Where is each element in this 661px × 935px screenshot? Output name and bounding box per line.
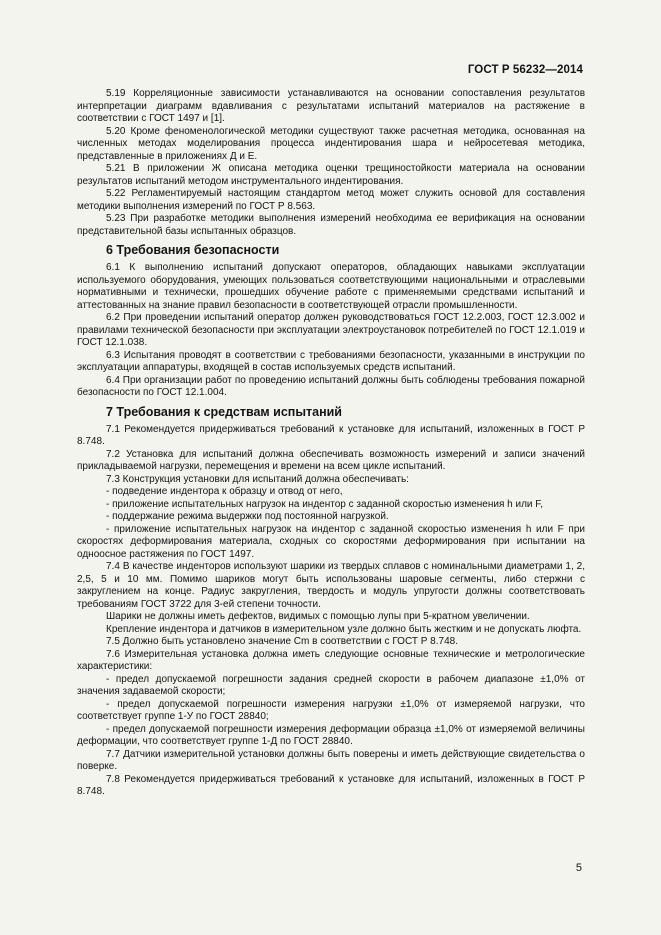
paragraph-5-22: 5.22 Регламентируемый настоящим стандартом метод может служить основой для составления методики выполнения измерений по ГОСТ Р 8.563. xyxy=(77,188,585,212)
section-6-heading: 6 Требования безопасности xyxy=(106,243,280,257)
paragraph-6-4: 6.4 При организации работ по проведению испытаний должны быть соблюдены требования пожарной безопасности по ГОСТ 12.1.004. xyxy=(77,374,585,398)
paragraph-6-3: 6.3 Испытания проводят в соответствии с требованиями безопасности, указанными в инструкции по эксплуатации аппаратуры, входящей в состав используемых средств испытаний. xyxy=(77,349,585,373)
paragraph-7-1: 7.1 Рекомендуется придерживаться требований к установке для испытаний, изложенных в ГОСТ Р 8.748. xyxy=(77,423,585,447)
list-item-7-6-b: - предел допускаемой погрешности измерения нагрузки ±1,0% от измеряемой нагрузки, что соответствует группе 1-У по ГОСТ 28840; xyxy=(77,698,585,722)
paragraph-7-3: 7.3 Конструкция установки для испытаний должна обеспечивать: xyxy=(106,473,409,485)
paragraph-7-4: 7.4 В качестве инденторов используют шарики из твердых сплавов с номинальными диаметрами 1, 2, 2,5, 5 и 10 мм. Помимо шариков могут быть использованы шаровые сегменты, либо стержни с закруглением на конце. Радиус закругления, твердость и модуль упругости должны соответствовать требованиям ГОСТ 3722 для 3-ей степени точности. xyxy=(77,561,585,610)
paragraph-5-23: 5.23 При разработке методики выполнения измерений необходима ее верификация на основании представительной базы испытанных образцов. xyxy=(77,213,585,237)
list-item-7-6-c: - предел допускаемой погрешности измерения деформации образца ±1,0% от измеряемой величины деформации, что соответствует группе 1-Д по ГОСТ 28840. xyxy=(77,723,585,747)
paragraph-5-21: 5.21 В приложении Ж описана методика оценки трещиностойкости материала на основании результатов испытаний методом инструментального индентирования. xyxy=(77,163,585,187)
page-number: 5 xyxy=(575,862,582,874)
list-item-7-3-a: - подведение индентора к образцу и отвод от него, xyxy=(106,486,343,497)
paragraph-5-20: 5.20 Кроме феноменологической методики существуют также расчетная методика, основанная на численных методах моделирования процесса индентирования шара и нейросетевая методика, представленные в приложениях Д и Е. xyxy=(77,125,585,162)
section-7-heading: 7 Требования к средствам испытаний xyxy=(106,404,342,419)
document-body xyxy=(77,88,585,799)
paragraph-7-6: 7.6 Измерительная установка должна иметь следующие основные технические и метрологические характеристики: xyxy=(77,648,585,672)
paragraph-7-8: 7.8 Рекомендуется придерживаться требований к установке для испытаний, изложенных в ГОСТ Р 8.748. xyxy=(77,773,585,797)
paragraph-6-1: 6.1 К выполнению испытаний допускают операторов, обладающих навыками эксплуатации используемого оборудования, умеющих пользоваться соответствующими национальными и отраслевыми нормативными и технически, прошедших обучение работе с применяемыми средствами испытаний и аттестованных на знание правил безопасности в соответствующей отрасли промышленности. xyxy=(77,262,585,311)
list-item-7-3-b: - приложение испытательных нагрузок на индентор с заданной скоростью изменения h или F, xyxy=(106,498,544,510)
paragraph-7-2: 7.2 Установка для испытаний должна обеспечивать возможность измерений и записи значений прикладываемой нагрузки, перемещения и времени на всем цикле испытаний. xyxy=(77,448,585,472)
paragraph-7-5: 7.5 Должно быть установлено значение Cm в соответствии с ГОСТ Р 8.748. xyxy=(106,636,458,647)
paragraph-5-19: 5.19 Корреляционные зависимости устанавливаются на основании сопоставления результатов интерпретации диаграмм вдавливания с результатами испытаний материалов на растяжение в соответствии с ГОСТ 1497 и [1]. xyxy=(77,88,585,124)
paragraph-7-4-balls: Шарики не должны иметь дефектов, видимых с помощью лупы при 5-кратном увеличении. xyxy=(106,611,530,622)
section-5 xyxy=(77,88,585,238)
paragraph-6-2: 6.2 При проведении испытаний оператор должен руководствоваться ГОСТ 12.2.003, ГОСТ 12.3.002 и правилами технической безопасности при эксплуатации электроустановок потребителей по ГОСТ 12.1.019 и ГОСТ 12.1.038. xyxy=(77,312,585,348)
section-7 xyxy=(77,424,585,799)
section-6 xyxy=(77,262,585,400)
document-number-header: ГОСТ Р 56232—2014 xyxy=(467,64,583,76)
list-item-7-3-d: - приложение испытательных нагрузок на индентор с заданной скоростью изменения h или F при скоростях деформирования материала, сходных со скоростями деформирования при испытании на одноосное растяжения по ГОСТ 1497. xyxy=(77,523,585,560)
paragraph-7-4-mount: Крепление индентора и датчиков в измерительном узле должно быть жестким и не допускать люфта. xyxy=(106,623,582,635)
paragraph-7-7: 7.7 Датчики измерительной установки должны быть поверены и иметь действующие свидетельства о поверке. xyxy=(77,748,585,772)
list-item-7-3-c: - поддержание режима выдержки под постоянной нагрузкой. xyxy=(106,511,389,522)
list-item-7-6-a: - предел допускаемой погрешности задания средней скорости в рабочем диапазоне ±1,0% от значения задаваемой скорости; xyxy=(77,673,585,697)
